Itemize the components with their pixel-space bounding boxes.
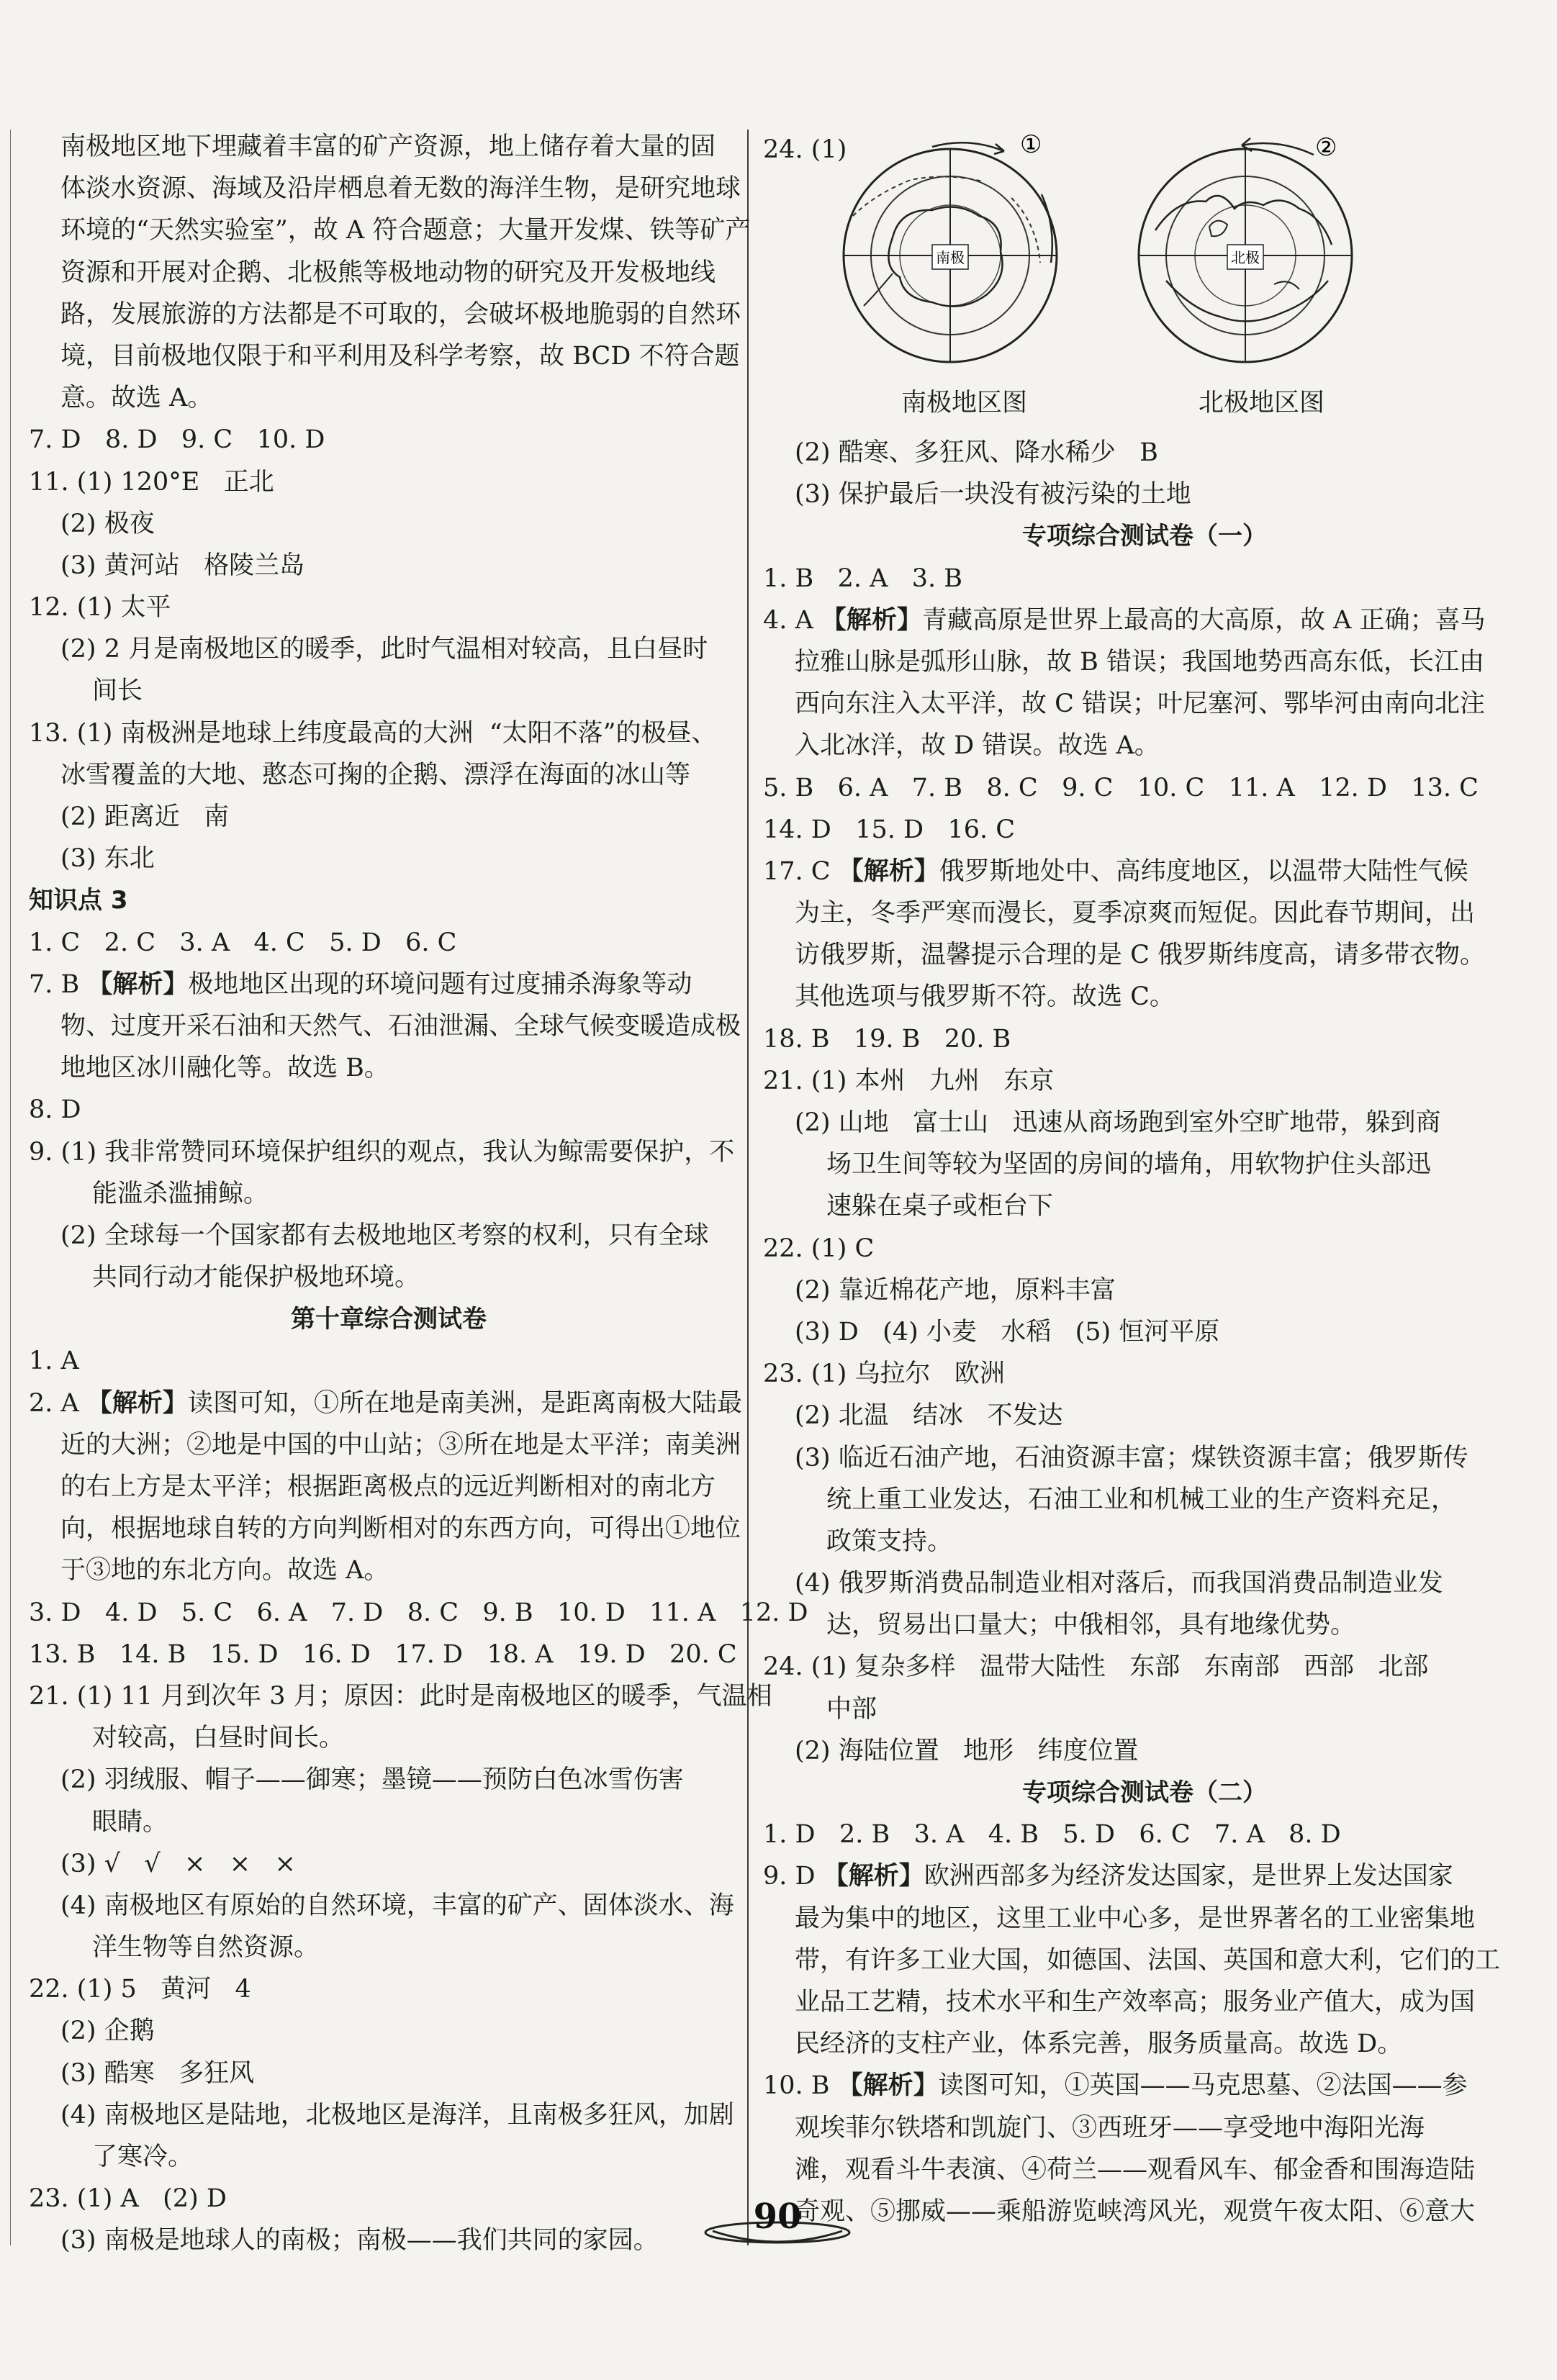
right-column-line: 场卫生间等较为坚固的房间的墙角，用软物护住头部迅 [826, 1150, 1432, 1180]
left-column-line: (2) 羽绒服、帽子——御寒；墨镜——预防白色冰雪伤害 [60, 1765, 684, 1795]
analysis-marker: 【解析】 [86, 1388, 188, 1418]
right-column-line: 17. C 【解析】俄罗斯地处中、高纬度地区，以温带大陆性气候 [763, 856, 1468, 886]
left-column-line: 对较高，白昼时间长。 [92, 1724, 345, 1753]
left-column-line: 3. D 4. D 5. C 6. A 7. D 8. C 9. B 10. D 11. A 12. D [29, 1598, 808, 1627]
left-column-line: 路，发展旅游的方法都是不可取的，会破坏极地脆弱的自然环 [60, 299, 741, 329]
left-column-line: 共同行动才能保护极地环境。 [92, 1263, 420, 1293]
arctic-map [1127, 130, 1364, 367]
question-label: 24. (1) [763, 135, 847, 164]
left-column-line: 1. A [29, 1347, 79, 1376]
left-column-line: 近的大洲；②地是中国的中山站；③所在地是太平洋；南美洲 [60, 1430, 741, 1460]
left-column-line: (2) 企鹅 [60, 2017, 155, 2046]
right-column-line: 14. D 15. D 16. C [763, 815, 1016, 844]
right-column-line: (2) 酷寒、多狂风、降水稀少 B [795, 438, 1158, 467]
left-column-line: 13. (1) 南极洲是地球上纬度最高的大洲 “太阳不落”的极昼、 [29, 718, 717, 748]
left-column-line: (3) √ √ × × × [60, 1849, 296, 1878]
left-column-line: 9. (1) 我非常赞同环境保护组织的观点，我认为鲸需要保护，不 [29, 1137, 735, 1167]
left-column-line: 地地区冰川融化等。故选 B。 [60, 1054, 389, 1083]
map2-marker: ② [1315, 133, 1337, 162]
right-column-line: 10. B 【解析】读图可知，①英国——马克思墓、②法国——参 [763, 2071, 1468, 2101]
analysis-marker: 【解析】 [823, 1862, 924, 1891]
left-column-line: (3) 东北 [60, 844, 155, 874]
left-column-line: 21. (1) 11 月到次年 3 月；原因：此时是南极地区的暖季，气温相 [29, 1681, 772, 1711]
analysis-marker: 【解析】 [821, 605, 922, 635]
left-column-line: 冰雪覆盖的大地、憨态可掬的企鹅、漂浮在海面的冰山等 [60, 760, 691, 789]
right-column-line: 西向东注入太平洋，故 C 错误；叶尼塞河、鄂毕河由南向北注 [795, 689, 1486, 719]
left-column-line: 意。故选 A。 [60, 384, 213, 413]
right-column-line: 奇观、⑤挪威——乘船游览峡湾风光，观赏午夜太阳、⑥意大 [795, 2196, 1476, 2226]
right-column-line: 23. (1) 乌拉尔 欧洲 [763, 1359, 1005, 1389]
right-column-line: 速躲在桌子或柜台下 [826, 1192, 1054, 1221]
right-column-line: 为主，冬季严寒而漫长，夏季凉爽而短促。因此春节期间，出 [795, 899, 1476, 928]
left-column-line: 7. D 8. D 9. C 10. D [29, 425, 325, 455]
map1-marker: ① [1020, 130, 1042, 159]
page-number-badge [698, 2188, 857, 2253]
left-column-line: 2. A 【解析】读图可知，①所在地是南美洲，是距离南极大陆最 [29, 1388, 742, 1418]
left-column-line: (2) 极夜 [60, 509, 155, 538]
right-column-line: 滩，观看斗牛表演、④荷兰——观看风车、郁金香和围海造陆 [795, 2155, 1476, 2184]
right-column-line: 中部 [826, 1694, 877, 1724]
left-column-line: 23. (1) A (2) D [29, 2184, 227, 2214]
left-column-line: (3) 南极是地球人的南极；南极——我们共同的家园。 [60, 2226, 659, 2255]
left-column-line: 眼睛。 [92, 1807, 168, 1837]
right-column-line: 专项综合测试卷（二） [1022, 1778, 1267, 1807]
right-column-line: (3) D (4) 小麦 水稻 (5) 恒河平原 [795, 1317, 1220, 1347]
analysis-marker: 【解析】 [837, 2071, 939, 2101]
right-column-line: (4) 俄罗斯消费品制造业相对落后，而我国消费品制造业发 [795, 1569, 1443, 1598]
right-column-line: (2) 海陆位置 地形 纬度位置 [795, 1736, 1139, 1765]
left-column-line: (2) 距离近 南 [60, 802, 230, 831]
right-column-line: 21. (1) 本州 九州 东京 [763, 1066, 1055, 1095]
left-column-line: 22. (1) 5 黄河 4 [29, 1975, 251, 2004]
analysis-marker: 【解析】 [838, 856, 939, 886]
right-column-line: 专项综合测试卷（一） [1022, 522, 1267, 551]
right-column-line: (2) 北温 结冰 不发达 [795, 1401, 1063, 1431]
left-column-line: 能滥杀滥捕鲸。 [92, 1179, 269, 1208]
right-column-line: 1. B 2. A 3. B [763, 564, 963, 593]
left-column-line: 南极地区地下埋藏着丰富的矿产资源，地上储存着大量的固 [60, 132, 716, 161]
left-column-line: (2) 全球每一个国家都有去极地地区考察的权利，只有全球 [60, 1221, 709, 1250]
polar-maps-figure [763, 130, 1526, 425]
antarctic-map-caption: 南极地区图 [901, 389, 1028, 417]
right-column-line: 其他选项与俄罗斯不符。故选 C。 [795, 982, 1175, 1012]
right-column-line: 9. D 【解析】欧洲西部多为经济发达国家，是世界上发达国家 [763, 1862, 1453, 1891]
right-column-line: 统上重工业发达，石油工业和机械工业的生产资料充足， [826, 1485, 1457, 1514]
page-number: 90 [753, 2196, 802, 2237]
left-column-line: 境，目前极地仅限于和平利用及科学考察，故 BCD 不符合题 [60, 341, 740, 371]
right-column-line: 24. (1) 复杂多样 温带大陆性 东部 东南部 西部 北部 [763, 1652, 1429, 1682]
left-column-line: 11. (1) 120°E 正北 [29, 467, 274, 497]
right-column-line: 民经济的支柱产业，体系完善，服务质量高。故选 D。 [795, 2030, 1403, 2059]
right-column-line: (2) 靠近棉花产地，原料丰富 [795, 1275, 1116, 1305]
right-column-line: 政策支持。 [826, 1526, 953, 1556]
right-column-line: 18. B 19. B 20. B [763, 1024, 1011, 1054]
right-column-line: (2) 山地 富士山 迅速从商场跑到室外空旷地带，躲到商 [795, 1108, 1441, 1137]
right-column-line: (3) 临近石油产地，石油资源丰富；煤铁资源丰富；俄罗斯传 [795, 1443, 1468, 1472]
left-column-line: 了寒冷。 [92, 2143, 194, 2171]
left-column-line: (3) 酷寒 多狂风 [60, 2058, 255, 2088]
right-column-line: 4. A 【解析】青藏高原是世界上最高的大高原，故 A 正确；喜马 [763, 605, 1486, 635]
left-column-line: 知识点 3 [29, 886, 128, 915]
left-column-line: 物、过度开采石油和天然气、石油泄漏、全球气候变暖造成极 [60, 1011, 741, 1041]
right-column-line: 22. (1) C [763, 1234, 875, 1263]
right-column-line: 入北冰洋，故 D 错误。故选 A。 [795, 731, 1160, 761]
left-column-line: (4) 南极地区有原始的自然环境，丰富的矿产、固体淡水、海 [60, 1891, 734, 1920]
left-column-line: 1. C 2. C 3. A 4. C 5. D 6. C [29, 928, 457, 957]
right-column-line: 观埃菲尔铁塔和凯旋门、③西班牙——享受地中海阳光海 [795, 2113, 1425, 2143]
left-column-line: 洋生物等自然资源。 [92, 1933, 320, 1963]
left-column-line: 13. B 14. B 15. D 16. D 17. D 18. A 19. D 20. C [29, 1639, 737, 1669]
right-column-line: (3) 保护最后一块没有被污染的土地 [795, 480, 1191, 510]
analysis-marker: 【解析】 [87, 969, 189, 999]
left-column-line: 向，根据地球自转的方向判断相对的东西方向，可得出①地位 [60, 1514, 741, 1544]
antarctic-map [831, 130, 1069, 367]
arctic-center-label: 北极 [1231, 249, 1260, 266]
right-column-line: 达，贸易出口量大；中俄相邻，具有地缘优势。 [826, 1611, 1356, 1640]
right-column-line: 最为集中的地区，这里工业中心多，是世界著名的工业密集地 [795, 1904, 1476, 1933]
left-column-line: 7. B 【解析】极地地区出现的环境问题有过度捕杀海象等动 [29, 969, 692, 999]
arctic-map-caption: 北极地区图 [1199, 389, 1325, 417]
left-column-line: 12. (1) 太平 [29, 593, 171, 623]
left-column-line: 体淡水资源、海域及沿岸栖息着无数的海洋生物，是研究地球 [60, 174, 741, 204]
left-column-line: 于③地的东北方向。故选 A。 [60, 1556, 389, 1585]
right-column-line: 访俄罗斯，温馨提示合理的是 C 俄罗斯纬度高，请多带衣物。 [795, 941, 1486, 970]
right-column-line: 拉雅山脉是弧形山脉，故 B 错误；我国地势西高东低，长江由 [795, 647, 1484, 677]
left-column-line: 间长 [92, 677, 143, 706]
right-column-line: 带，有许多工业大国，如德国、法国、英国和意大利，它们的工 [795, 1945, 1501, 1975]
left-column-line: (3) 黄河站 格陵兰岛 [60, 551, 305, 580]
left-column-line: (2) 2 月是南极地区的暖季，此时气温相对较高，且白昼时 [60, 635, 708, 664]
right-column-line: 业品工艺精，技术水平和生产效率高；服务业产值大，成为国 [795, 1987, 1476, 2017]
left-column-line: 8. D [29, 1095, 81, 1125]
antarctic-center-label: 南极 [936, 249, 965, 266]
left-column-line: 的右上方是太平洋；根据距离极点的远近判断相对的南北方 [60, 1472, 716, 1501]
left-column-line: (4) 南极地区是陆地，北极地区是海洋，且南极多狂风，加剧 [60, 2100, 734, 2130]
right-column-line: 1. D 2. B 3. A 4. B 5. D 6. C 7. A 8. D [763, 1820, 1341, 1850]
right-column [763, 432, 1526, 2232]
left-column-line: 第十章综合测试卷 [291, 1305, 487, 1334]
left-column-line: 环境的“天然实验室”，故 A 符合题意；大量开发煤、铁等矿产 [60, 216, 751, 245]
margin-line [10, 130, 11, 2245]
right-column-line: 5. B 6. A 7. B 8. C 9. C 10. C 11. A 12. D 13. C [763, 773, 1479, 802]
left-column-line: 资源和开展对企鹅、北极熊等极地动物的研究及开发极地线 [60, 258, 716, 287]
